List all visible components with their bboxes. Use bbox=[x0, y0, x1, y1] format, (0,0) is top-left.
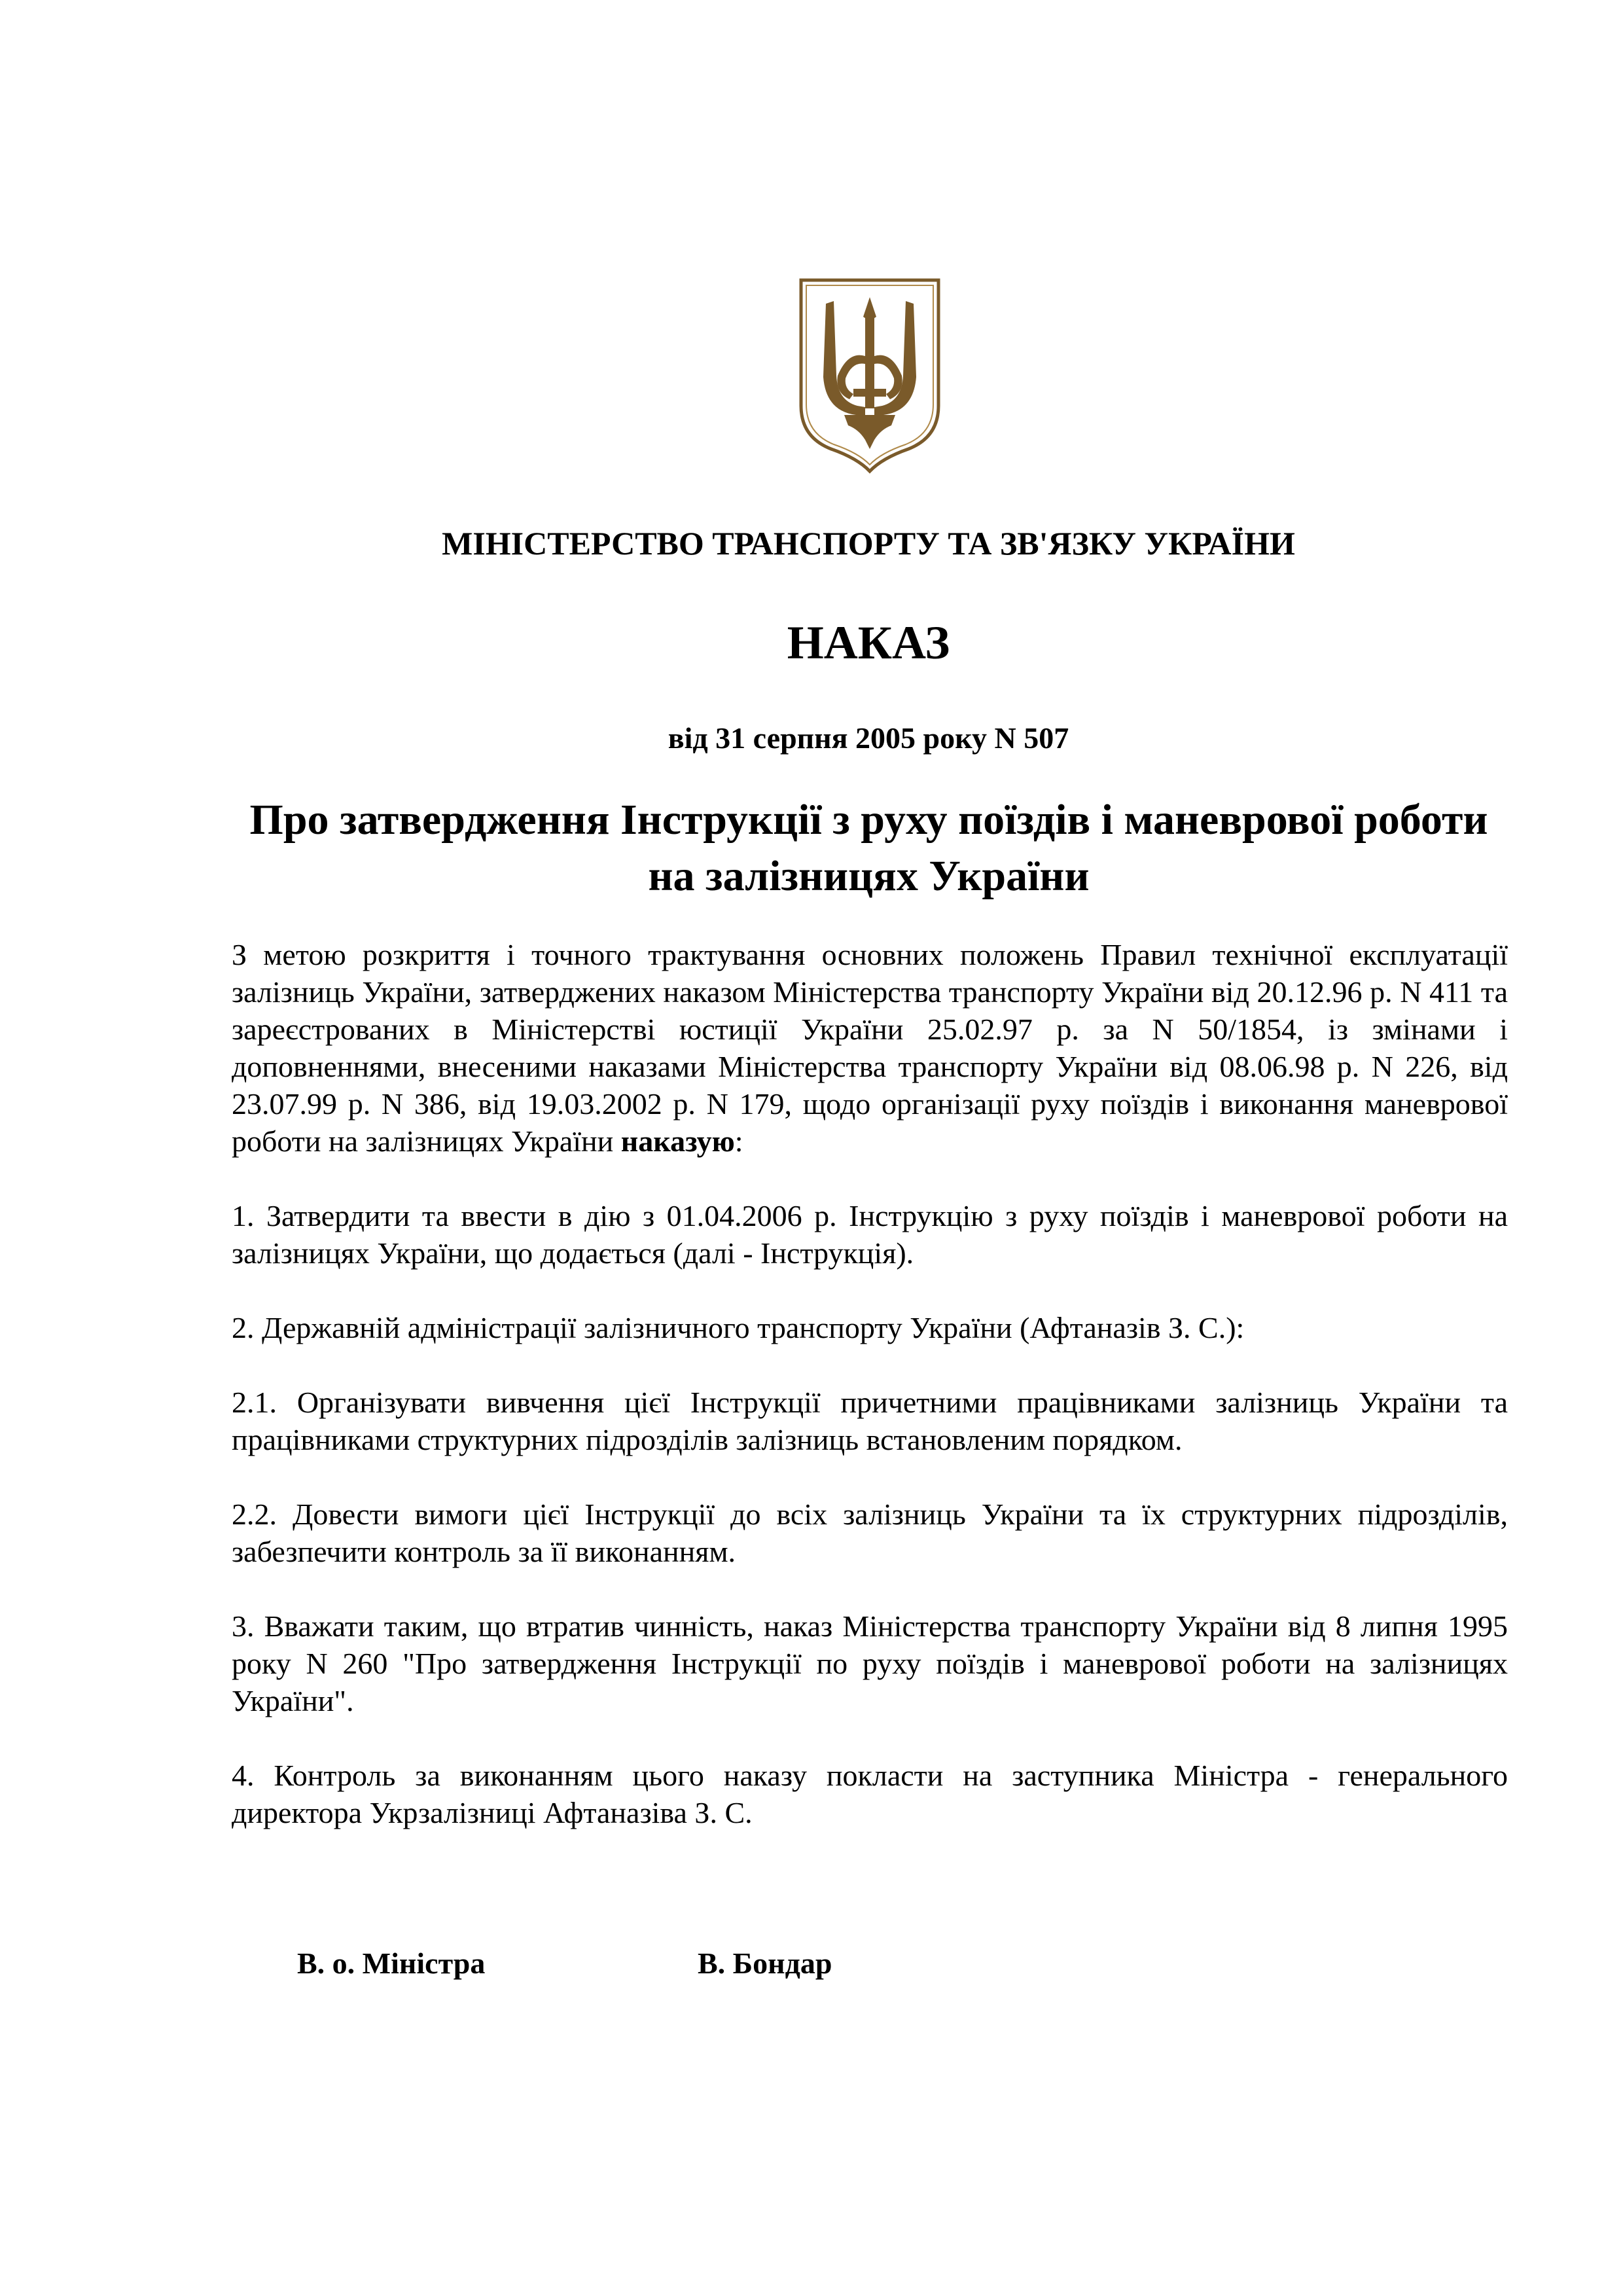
coat-of-arms-icon bbox=[797, 278, 942, 474]
signatory-name: В. Бондар bbox=[698, 1946, 832, 1980]
document-body bbox=[232, 936, 1508, 1869]
ministry-name: МІНІСТЕРСТВО ТРАНСПОРТУ ТА ЗВ'ЯЗКУ УКРАЇНИ bbox=[442, 525, 1295, 562]
document-title: Про затвердження Інструкції з руху поїздів і маневрової роботи на залізницях України bbox=[249, 796, 1488, 900]
paragraph-2-1: 2.1. Організувати вивчення цієї Інструкції причетними працівниками залізниць України та працівниками структурних підрозділів залізниць встановленим порядком. bbox=[232, 1386, 1508, 1456]
preamble-keyword: наказую bbox=[620, 1124, 735, 1158]
preamble-paragraph bbox=[232, 936, 1508, 1160]
document-type: НАКАЗ bbox=[787, 617, 950, 669]
order-date-number: від 31 серпня 2005 року N 507 bbox=[668, 721, 1069, 755]
paragraph-4: 4. Контроль за виконанням цього наказу покласти на заступника Міністра - генерального директора Укрзалізниці Афтаназіва З. С. bbox=[232, 1759, 1508, 1829]
paragraph-2-2: 2.2. Довести вимоги цієї Інструкції до всіх залізниць України та їх структурних підрозділів, забезпечити контроль за її виконанням. bbox=[232, 1498, 1508, 1568]
preamble-end: : bbox=[734, 1124, 743, 1158]
signatory-position: В. о. Міністра bbox=[297, 1946, 486, 1980]
paragraph-1: 1. Затвердити та ввести в дію з 01.04.2006 р. Інструкцію з руху поїздів і маневрової роботи на залізницях України, що додається (далі - Інструкція). bbox=[232, 1199, 1508, 1270]
paragraph-3: 3. Вважати таким, що втратив чинність, наказ Міністерства транспорту України від 8 липня 1995 року N 260 "Про затвердження Інструкції по руху поїздів і маневрової роботи на залізницях України". bbox=[232, 1609, 1508, 1717]
paragraph-2: 2. Державній адміністрації залізничного транспорту України (Афтаназів З. С.): bbox=[232, 1311, 1245, 1344]
preamble-text: З метою розкриття і точного трактування основних положень Правил технічної експлуатації залізниць України, затверджених наказом Міністерства транспорту України від 20.12.96 р. N 411 та зареєстрованих в Міністерстві юстиції України 25.02.97 р. за N 50/1854, із змінами і доповненнями, внесеними наказами Міністерства транспорту України від 08.06.98 р. N 226, від 23.07.99 р. N 386, від 19.03.2002 р. N 179, щодо організації руху поїздів і виконання маневрової роботи на залізницях України bbox=[232, 938, 1508, 1158]
